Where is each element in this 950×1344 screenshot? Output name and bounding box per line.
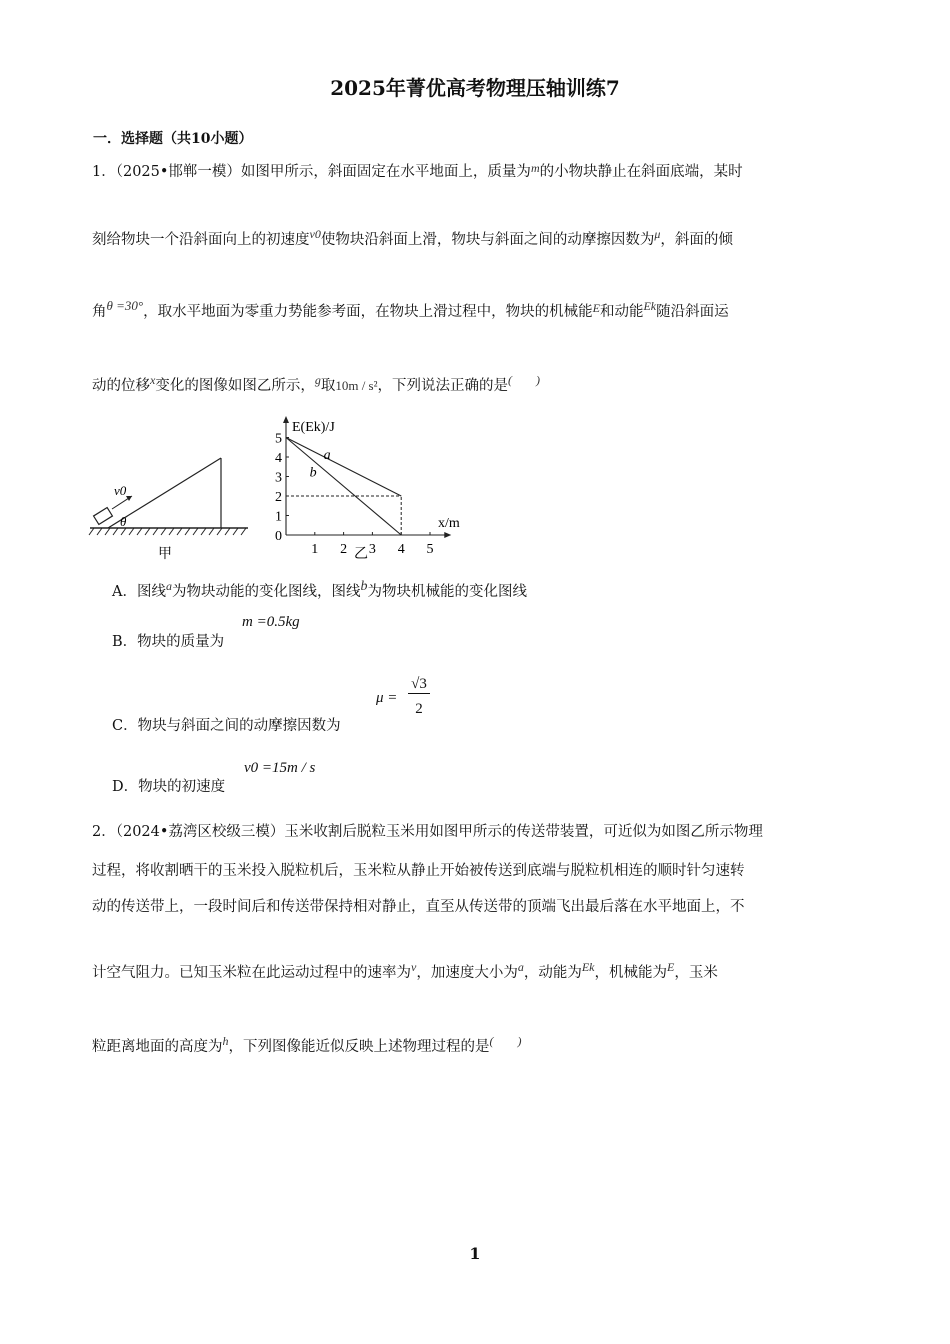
symbol-v0: v0 — [309, 227, 321, 241]
option-c-mu: μ = — [376, 690, 398, 706]
y-tick-3: 3 — [275, 470, 282, 486]
page-number: 1 — [469, 1244, 481, 1263]
q2-line-2: 过程，将收割晒干的玉米投入脱粒机后，玉米粒从静止开始被传送到底端与脱粒机相连的顺时针匀速转 — [92, 863, 745, 879]
label-theta: θ — [120, 514, 127, 529]
figure-chart — [268, 412, 478, 562]
label-v0: v0 — [114, 483, 127, 498]
option-c: C．物块与斜面之间的动摩擦因数为 — [112, 718, 341, 734]
x-tick-3: 3 — [368, 542, 376, 557]
x-tick-5: 5 — [426, 542, 434, 557]
symbol-Ek2: Ek — [581, 960, 595, 974]
x-tick-2: 2 — [340, 542, 348, 557]
answer-paren: ( ) — [508, 373, 541, 387]
x-tick-0: 0 — [275, 529, 282, 544]
q2-line-1: 2．（2024•荔湾区校级三模）玉米收割后脱粒玉米用如图甲所示的传送带装置，可近似为如图乙所示物理 — [92, 824, 763, 840]
symbol-a2: a — [517, 960, 524, 974]
symbol-mu: μ — [654, 227, 661, 241]
symbol-Ek: Ek — [643, 299, 657, 313]
y-tick-1: 1 — [275, 509, 282, 525]
caption-jia: 甲 — [158, 547, 172, 562]
series-label-b: b — [309, 465, 317, 481]
symbol-a: a — [165, 579, 172, 593]
ground-hatching — [89, 528, 246, 535]
series-label-a: a — [323, 447, 331, 463]
series-line-a — [286, 438, 401, 497]
symbol-h: h — [222, 1034, 229, 1048]
x-tick-1: 1 — [311, 542, 319, 557]
option-c-denominator: 2 — [415, 701, 423, 717]
y-tick-5: 5 — [275, 431, 282, 447]
option-c-numerator: √3 — [408, 676, 430, 694]
q1-line-4: 动的位移$^x$变化的图像如图乙所示，$^g$取10m / s²，下列说法正确的是( ) — [92, 373, 541, 394]
dashed-guides — [286, 496, 401, 535]
figure-incline — [88, 448, 253, 568]
y-axis-arrowhead — [283, 416, 289, 423]
section-heading: 一．选择题（共10小题） — [93, 131, 253, 147]
x-tick-4: 4 — [397, 542, 405, 557]
q2-line-3: 动的传送带上，一段时间后和传送带保持相对静止，直至从传送带的顶端飞出最后落在水平地面上，不 — [92, 899, 745, 915]
velocity-arrowhead — [126, 496, 132, 501]
symbol-m: m — [530, 161, 540, 175]
x-axis-arrowhead — [444, 532, 451, 538]
symbol-x: x — [150, 373, 156, 387]
symbol-g: g — [314, 373, 321, 387]
y-axis-label: E(Ek)/J — [292, 420, 335, 435]
q1-line-1: 1．（2025•邯郸一模）如图甲所示，斜面固定在水平地面上，质量为$^m$的小物块静止在斜面底端，某时 — [92, 161, 743, 180]
y-tick-2: 2 — [275, 490, 282, 505]
series-lines — [286, 438, 401, 536]
x-axis-label: x/m — [438, 516, 460, 531]
q1-line-2: 刻给物块一个沿斜面向上的初速度$^{v0}$使物块沿斜面上滑，物块与斜面之间的动摩擦因数为$^\mu$，斜面的倾 — [92, 227, 733, 248]
caption-yi: 乙 — [354, 547, 368, 562]
q1-line-3: 角θ =30°，取水平地面为零重力势能参考面，在物块上滑过程中，物块的机械能$^E$和动能$^{Ek}$随沿斜面运 — [92, 298, 729, 320]
y-tick-4: 4 — [275, 451, 282, 466]
symbol-E: E — [592, 301, 600, 315]
g-value: 10m / s² — [335, 378, 378, 393]
option-d-value: v0 =15m / s — [244, 760, 316, 776]
page-title: 2025年菁优高考物理压轴训练7 — [330, 76, 620, 100]
symbol-v: v — [411, 960, 417, 974]
series-line-b — [286, 438, 401, 536]
tick-labels — [275, 432, 434, 558]
option-b-value: m =0.5kg — [242, 614, 300, 630]
option-d: D．物块的初速度 — [112, 779, 226, 795]
answer-paren-2: ( ) — [489, 1034, 522, 1048]
symbol-E2: E — [666, 960, 675, 974]
q2-line-4: 计空气阻力。已知玉米粒在此运动过程中的速率为$^v$，加速度大小为$^a$，动能为$^{Ek}$，机械能为$^E$，玉米 — [92, 960, 718, 981]
symbol-theta: θ =30° — [106, 298, 144, 313]
q2-line-5: 粒距离地面的高度为$^h$，下列图像能近似反映上述物理过程的是( ) — [92, 1034, 522, 1055]
symbol-b: b — [360, 579, 368, 594]
block — [94, 508, 113, 525]
option-b: B．物块的质量为 — [112, 634, 225, 650]
option-a: A．图线$^a$为物块动能的变化图线，图线b为物块机械能的变化图线 — [112, 579, 527, 600]
